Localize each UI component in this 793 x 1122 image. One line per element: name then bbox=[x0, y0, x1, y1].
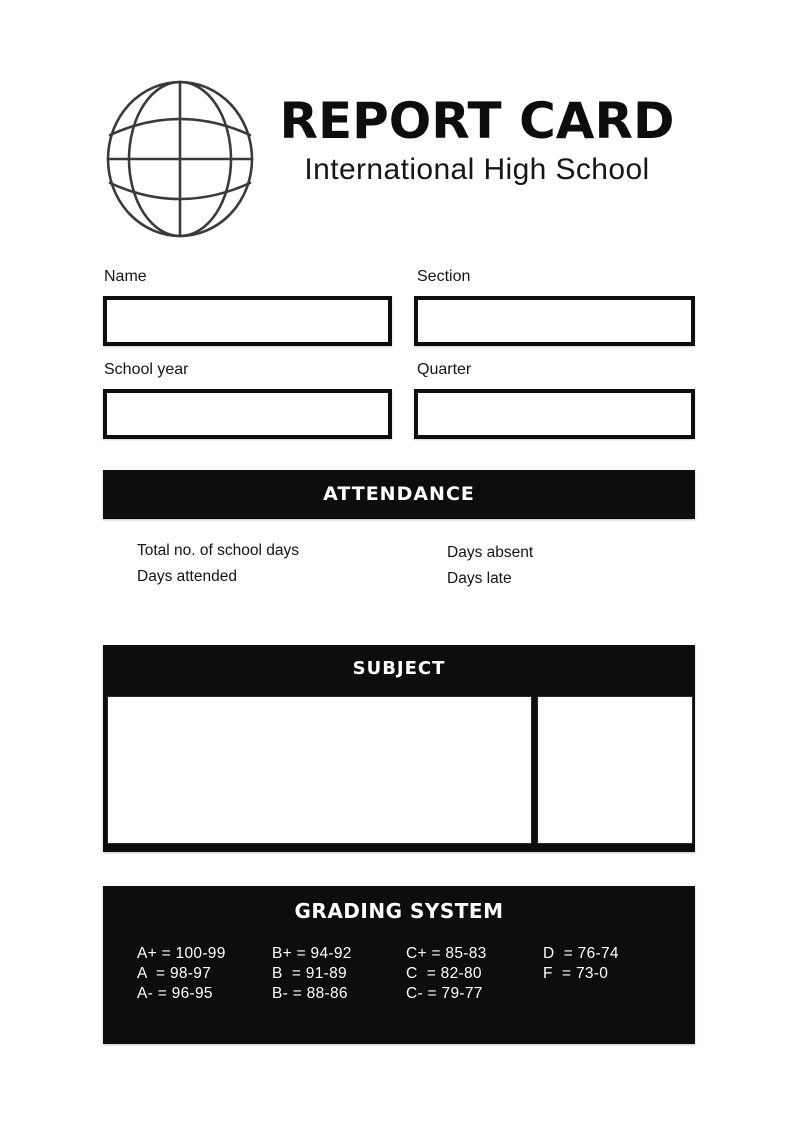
subject-section bbox=[103, 645, 695, 852]
grade-row: C = 82-80 bbox=[406, 965, 482, 982]
attendance-list-right bbox=[447, 540, 533, 592]
name-input-box[interactable] bbox=[103, 296, 392, 346]
attendance-section-header: ATTENDANCE bbox=[103, 470, 695, 519]
grade-row: B+ = 94-92 bbox=[272, 945, 352, 962]
subject-list-cell[interactable] bbox=[107, 696, 532, 844]
attendance-item: Days attended bbox=[137, 568, 237, 585]
grading-system-header: GRADING SYSTEM bbox=[294, 899, 504, 923]
grade-row: C+ = 85-83 bbox=[406, 945, 487, 962]
page-title: REPORT CARD bbox=[279, 92, 675, 150]
quarter-label: Quarter bbox=[417, 361, 472, 378]
grade-row: C- = 79-77 bbox=[406, 985, 483, 1002]
grade-row: A = 98-97 bbox=[137, 965, 212, 982]
grade-row: B = 91-89 bbox=[272, 965, 347, 982]
school-year-label: School year bbox=[104, 361, 189, 378]
grade-row: B- = 88-86 bbox=[272, 985, 348, 1002]
attendance-item: Days late bbox=[447, 570, 512, 587]
name-label: Name bbox=[104, 268, 147, 285]
school-name: International High School bbox=[304, 153, 650, 186]
section-label: Section bbox=[417, 268, 471, 285]
grade-column-c bbox=[406, 944, 487, 1004]
header bbox=[256, 92, 698, 186]
attendance-item: Days absent bbox=[447, 544, 534, 561]
grade-row: F = 73-0 bbox=[543, 965, 609, 982]
quarter-input-box[interactable] bbox=[414, 389, 695, 439]
attendance-item: Total no. of school days bbox=[137, 542, 299, 559]
grade-row: A- = 96-95 bbox=[137, 985, 213, 1002]
attendance-list-left bbox=[137, 538, 299, 590]
grade-row: D = 76-74 bbox=[543, 945, 619, 962]
grade-row: A+ = 100-99 bbox=[137, 945, 226, 962]
section-input-box[interactable] bbox=[414, 296, 695, 346]
subject-section-header: SUBJECT bbox=[352, 658, 446, 679]
school-year-input-box[interactable] bbox=[103, 389, 392, 439]
globe-icon bbox=[105, 79, 255, 239]
grade-column-d-f bbox=[543, 944, 619, 984]
grading-system-section bbox=[103, 886, 695, 1044]
grade-column-a bbox=[137, 944, 226, 1004]
grade-column-b bbox=[272, 944, 352, 1004]
subject-grade-cell[interactable] bbox=[537, 696, 693, 844]
